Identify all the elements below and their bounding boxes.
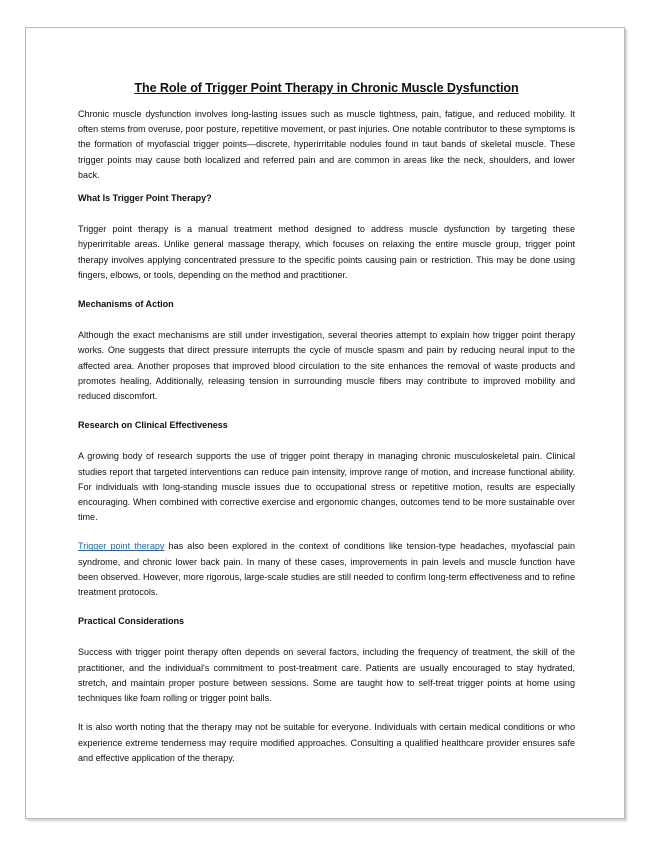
document-page <box>25 27 625 819</box>
section-heading-research: Research on Clinical Effectiveness <box>78 420 228 431</box>
section-paragraph-mechanisms: Although the exact mechanisms are still under investigation, several theories attempt to explain how trigger point therapy works. One suggests that direct pressure interrupts the cycle of muscle spasm and pain by reducing neural input to the affected area. Another proposes that improved blood circulation to the site enhances the removal of waste products and promotes healing. Additionally, releasing tension in surrounding muscle fibers may contribute to improved mobility and reduced discomfort. <box>78 330 575 402</box>
section-paragraph-practical: Success with trigger point therapy often depends on several factors, including the frequency of treatment, the skill of the practitioner, and the individual's commitment to post-treatment care. Patients are usually encouraged to stay hydrated, stretch, and maintain proper posture between sessions. Some are taught how to self-treat trigger points at home using techniques like foam rolling or trigger point balls. <box>78 647 575 704</box>
document-body <box>78 80 575 780</box>
section-paragraph-practical-2: It is also worth noting that the therapy may not be suitable for everyone. Individuals with certain medical conditions or who experience extreme tenderness may require modified approaches. Consulting a qualified healthcare provider ensures safe and effective application of the therapy. <box>78 722 575 763</box>
section-paragraph-research-2 <box>78 539 575 600</box>
section-paragraph-what-is: Trigger point therapy is a manual treatment method designed to address muscle dysfunction by targeting these hyperirritable areas. Unlike general massage therapy, which focuses on relaxing the entire muscle group, trigger point therapy involves applying concentrated pressure to the specific points causing pain or restriction. This may be done using fingers, elbows, or tools, depending on the method and practitioner. <box>78 224 575 280</box>
trigger-point-therapy-link[interactable]: Trigger point therapy <box>78 541 165 552</box>
document-title: The Role of Trigger Point Therapy in Chronic Muscle Dysfunction <box>134 81 519 95</box>
section-heading-mechanisms: Mechanisms of Action <box>78 299 174 310</box>
section-heading-practical: Practical Considerations <box>78 616 185 627</box>
section-heading-what-is: What Is Trigger Point Therapy? <box>78 193 212 204</box>
section-paragraph-research: A growing body of research supports the use of trigger point therapy in managing chronic musculoskeletal pain. Clinical studies report that targeted interventions can reduce pain intensity, improve range of motion, and increase functional ability. For individuals with long-standing muscle issues due to occupational stress or repetitive motion, results are especially encouraging. When combined with corrective exercise and ergonomic changes, outcomes tend to be more sustainable over time. <box>78 451 575 523</box>
intro-paragraph: Chronic muscle dysfunction involves long-lasting issues such as muscle tightness, pain, fatigue, and reduced mobility. It often stems from overuse, poor posture, repetitive movement, or past injuries. One notable contributor to these symptoms is the formation of myofascial trigger points—discrete, hyperirritable nodules found in taut bands of skeletal muscle. These trigger points may cause both localized and referred pain and are common in areas like the neck, shoulders, and lower back. <box>78 109 575 180</box>
link-paragraph-text: has also been explored in the context of conditions like tension-type headaches, myofascial pain syndrome, and chronic lower back pain. In many of these cases, improvements in pain levels and muscle function have been observed. However, more rigorous, large-scale studies are still needed to confirm long-term effectiveness and to refine treatment protocols. <box>78 541 576 598</box>
